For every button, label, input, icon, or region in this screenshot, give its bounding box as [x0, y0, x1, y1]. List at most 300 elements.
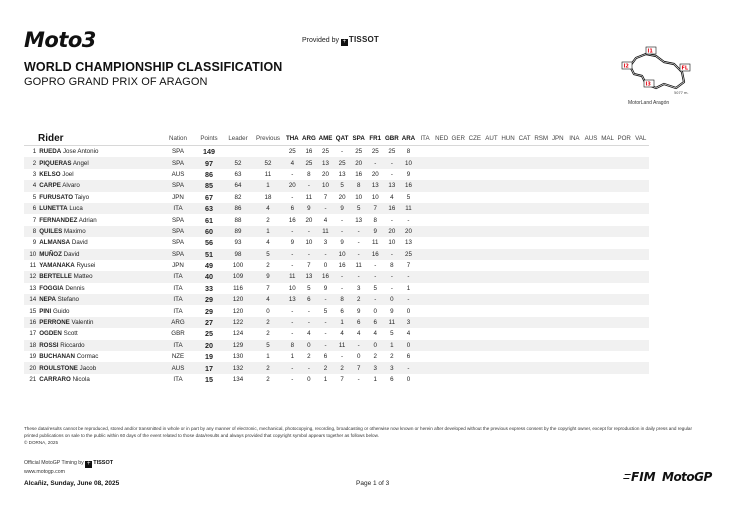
table-row: [24, 260, 649, 271]
race-result: 11: [317, 226, 334, 237]
race-result: 10: [334, 249, 351, 260]
race-result: -: [317, 340, 334, 351]
race-result: [433, 374, 450, 385]
rider-last-name: PINI: [39, 307, 52, 315]
race-result: [583, 226, 600, 237]
race-result: [599, 305, 616, 316]
rider-position: 1: [32, 148, 37, 156]
rider-first-name: Maximo: [63, 227, 86, 235]
race-result: [433, 192, 450, 203]
gap-to-leader: 63: [234, 170, 242, 178]
race-result: [516, 169, 533, 180]
race-result: 16: [367, 249, 384, 260]
rider-name: [39, 294, 162, 305]
moto3-logo: Moto3: [24, 28, 96, 52]
race-result: [583, 340, 600, 351]
race-result: [417, 362, 434, 373]
race-result: [599, 146, 616, 158]
rider-column-header: Rider: [38, 132, 64, 144]
race-result: [550, 226, 567, 237]
rider-last-name: CARPE: [39, 182, 61, 190]
rider-last-name: NEPA: [39, 296, 56, 304]
rider-last-name: BERTELLE: [39, 273, 72, 281]
rider-nation: AUS: [171, 170, 185, 178]
race-result: [632, 328, 649, 339]
race-result: [433, 283, 450, 294]
race-result: 6: [284, 203, 301, 214]
race-column-header: QAT: [335, 134, 349, 142]
race-result: [500, 328, 517, 339]
race-result: 9: [334, 203, 351, 214]
rider-name: [39, 169, 162, 180]
gap-to-previous: 2: [266, 262, 270, 270]
gap-to-leader: 129: [224, 340, 252, 351]
race-result: [599, 271, 616, 282]
race-result: [583, 283, 600, 294]
race-result: -: [301, 226, 318, 237]
race-column-header: AUS: [584, 134, 598, 142]
gap-to-previous: 4: [252, 294, 284, 305]
tissot-cross-icon: +: [86, 461, 91, 467]
gap-to-previous: [252, 146, 284, 158]
rider-first-name: Alvaro: [62, 182, 80, 190]
race-result: [483, 374, 500, 385]
track-length: 5077 m.: [674, 91, 689, 95]
race-result: [566, 374, 583, 385]
rider-first-name: Luca: [69, 205, 83, 213]
rider-nation: SPA: [172, 216, 184, 224]
race-result: 25: [334, 157, 351, 168]
table-row: [24, 362, 649, 373]
race-result: 0: [367, 340, 384, 351]
race-result: [450, 328, 467, 339]
race-result: [483, 237, 500, 248]
rider-nation: SPA: [162, 180, 194, 191]
race-result: 8: [390, 262, 394, 270]
race-result: -: [390, 216, 393, 224]
race-result: [632, 237, 649, 248]
race-result: [566, 340, 583, 351]
race-result: [616, 214, 633, 225]
race-result: [483, 192, 500, 203]
race-result: [450, 192, 467, 203]
race-result: [516, 146, 533, 158]
race-result: -: [291, 262, 294, 270]
race-result: -: [400, 294, 417, 305]
track-map-icon: [616, 44, 700, 96]
race-result: [616, 317, 633, 328]
race-result: 6: [350, 317, 367, 328]
rider-position: 8: [24, 226, 39, 237]
race-result: [450, 305, 467, 316]
race-result: 13: [301, 271, 318, 282]
table-row: [24, 294, 649, 305]
race-result: [500, 203, 517, 214]
gap-to-previous: 11: [264, 170, 272, 178]
table-row: [24, 271, 649, 282]
table-row: [24, 146, 649, 158]
race-result: [616, 374, 633, 385]
race-result: [483, 226, 500, 237]
race-result: 10: [305, 239, 313, 247]
race-result: [417, 305, 434, 316]
race-result: 7: [340, 376, 344, 383]
race-result: [500, 340, 517, 351]
race-result: [467, 340, 484, 351]
rider-nation: ITA: [162, 340, 194, 351]
table-row: [24, 226, 649, 237]
race-result: 13: [355, 216, 363, 224]
race-result: 2: [373, 353, 377, 361]
race-result: [500, 237, 517, 248]
race-result: [467, 192, 484, 203]
rider-position: 20: [24, 362, 39, 373]
race-result: 25: [388, 148, 396, 156]
race-result: [566, 203, 583, 214]
race-result: -: [324, 330, 327, 338]
race-result: [467, 283, 484, 294]
race-result: -: [384, 249, 401, 260]
race-result: 9: [356, 307, 361, 315]
race-result: [550, 180, 567, 191]
race-result: -: [350, 226, 367, 237]
race-column-header: INA: [569, 134, 580, 142]
race-result: -: [367, 271, 384, 282]
race-result: 0: [373, 307, 377, 315]
race-result: [583, 294, 600, 305]
race-result: [467, 237, 484, 248]
gap-to-leader: [224, 146, 252, 158]
rider-first-name: Scott: [63, 330, 78, 338]
race-result: 0: [307, 376, 311, 383]
race-result: [583, 203, 600, 214]
rider-points: 63: [194, 203, 224, 214]
race-column-header: ARA: [401, 134, 416, 142]
race-result: [417, 157, 434, 168]
race-result: -: [384, 271, 401, 282]
race-result: 11: [284, 271, 301, 282]
race-result: -: [301, 180, 318, 191]
race-result: [533, 374, 550, 385]
race-result: 3: [400, 317, 417, 328]
race-column-header: JPN: [551, 134, 564, 142]
race-column-header: ITA: [420, 134, 430, 142]
tissot-cross-icon: +: [342, 39, 347, 45]
race-result: 25: [371, 148, 379, 156]
rider-nation: GBR: [171, 330, 185, 338]
race-result: [516, 305, 533, 316]
race-result: -: [284, 226, 301, 237]
race-result: [583, 374, 600, 385]
rider-points: 49: [205, 261, 213, 271]
race-result: [417, 260, 434, 271]
rider-name: [39, 328, 162, 339]
race-column-header: GER: [451, 134, 465, 142]
race-result: [500, 226, 517, 237]
rider-first-name: Valentin: [71, 319, 94, 327]
race-result: [599, 351, 616, 362]
race-result: -: [317, 317, 334, 328]
race-result: -: [291, 376, 294, 383]
rider-first-name: David: [71, 239, 88, 247]
tissot-logo: TISSOT: [348, 35, 380, 44]
race-column-header: GBR: [384, 134, 399, 142]
rider-position: 21: [29, 376, 37, 383]
race-result: [433, 226, 450, 237]
race-result: [599, 294, 616, 305]
race-result: [450, 317, 467, 328]
race-result: 7: [406, 262, 411, 270]
rider-name: [39, 283, 162, 294]
rider-name: [39, 340, 162, 351]
race-result: [616, 146, 633, 158]
race-result: [500, 317, 517, 328]
race-result: [616, 237, 633, 248]
race-result: [566, 351, 583, 362]
race-result: [550, 362, 567, 373]
race-result: [583, 271, 600, 282]
race-result: [632, 169, 649, 180]
table-row: [24, 374, 649, 385]
race-result: -: [384, 157, 401, 168]
race-result: [433, 214, 450, 225]
previous-column-header: Previous: [255, 134, 281, 142]
race-result: [632, 340, 649, 351]
race-result: [417, 374, 434, 385]
rider-nation: JPN: [172, 262, 184, 270]
race-result: [433, 305, 450, 316]
race-result: 8: [307, 170, 311, 178]
race-result: [500, 260, 517, 271]
race-result: [483, 146, 500, 158]
race-result: [450, 203, 467, 214]
race-result: 5: [307, 284, 311, 292]
rider-points: 15: [205, 375, 213, 384]
page-subtitle: GOPRO GRAND PRIX OF ARAGON: [24, 76, 208, 88]
rider-nation: ITA: [162, 294, 194, 305]
race-result: 6: [367, 317, 384, 328]
rider-name: [39, 203, 162, 214]
race-result: 10: [355, 193, 363, 201]
race-result: 20: [400, 226, 417, 237]
gap-to-previous: 0: [266, 307, 270, 315]
race-result: [516, 283, 533, 294]
rider-position: 18: [24, 340, 39, 351]
race-result: 4: [323, 216, 328, 224]
gap-to-leader: 120: [232, 307, 244, 315]
race-result: [616, 192, 633, 203]
race-result: 2: [317, 362, 334, 373]
rider-last-name: ALMANSA: [39, 239, 71, 247]
rider-nation: SPA: [162, 249, 194, 260]
rider-name: [39, 374, 162, 385]
race-result: [516, 374, 533, 385]
race-result: -: [400, 271, 417, 282]
rider-nation: SPA: [172, 239, 184, 247]
event-date-location: Alcañiz, Sunday, June 08, 2025: [24, 480, 120, 487]
race-result: 0: [301, 340, 318, 351]
race-result: [516, 328, 533, 339]
rider-nation: ITA: [173, 284, 183, 292]
race-result: [566, 226, 583, 237]
race-result: [417, 237, 434, 248]
leader-column-header: Leader: [228, 134, 248, 142]
race-result: [599, 226, 616, 237]
race-result: 13: [284, 294, 301, 305]
rider-position: 12: [24, 271, 39, 282]
race-result: [433, 340, 450, 351]
race-result: [500, 146, 517, 158]
race-result: [500, 362, 517, 373]
rider-name: [39, 146, 162, 158]
race-result: [566, 157, 583, 168]
table-row: [24, 317, 649, 328]
rider-name: [39, 249, 162, 260]
race-result: -: [341, 148, 344, 156]
gap-to-previous: 1: [252, 226, 284, 237]
race-result: -: [317, 294, 334, 305]
race-result: [533, 305, 550, 316]
race-result: [550, 305, 567, 316]
race-result: [433, 203, 450, 214]
race-result: [417, 294, 434, 305]
race-result: [516, 237, 533, 248]
race-result: [417, 249, 434, 260]
rider-points: 97: [194, 157, 224, 168]
gap-to-leader: 93: [234, 239, 242, 247]
rider-position: 9: [32, 239, 37, 247]
race-column-header: AME: [318, 134, 333, 142]
race-result: [632, 180, 649, 191]
race-result: [632, 271, 649, 282]
race-result: 8: [284, 340, 301, 351]
race-result: [550, 260, 567, 271]
race-result: [599, 157, 616, 168]
race-result: [500, 305, 517, 316]
rider-points: 149: [203, 147, 215, 157]
race-result: [550, 192, 567, 203]
race-result: -: [301, 317, 318, 328]
race-result: [450, 214, 467, 225]
race-result: [550, 294, 567, 305]
gap-to-previous: 2: [252, 362, 284, 373]
race-result: 4: [307, 330, 311, 338]
rider-nation: ITA: [173, 376, 183, 383]
gap-to-leader: 64: [224, 180, 252, 191]
race-result: [583, 157, 600, 168]
race-result: [566, 362, 583, 373]
rider-position: 7: [32, 216, 37, 224]
race-result: [450, 340, 467, 351]
race-result: 25: [288, 148, 296, 156]
race-result: 11: [355, 262, 362, 270]
rider-last-name: QUILES: [39, 227, 63, 235]
race-result: -: [357, 239, 360, 247]
race-result: 4: [356, 330, 361, 338]
gap-to-previous: 2: [266, 376, 270, 383]
gap-to-previous: 9: [252, 271, 284, 282]
race-result: 9: [301, 203, 318, 214]
race-result: [550, 169, 567, 180]
race-result: [632, 305, 649, 316]
fim-logo-text: FIM: [631, 470, 656, 484]
race-result: [616, 271, 633, 282]
race-result: -: [301, 362, 318, 373]
race-result: [616, 328, 633, 339]
gap-to-previous: 5: [252, 340, 284, 351]
race-result: [533, 328, 550, 339]
race-result: 5: [350, 203, 367, 214]
race-result: [533, 203, 550, 214]
race-result: [632, 249, 649, 260]
race-result: -: [291, 330, 294, 338]
page-number: Page 1 of 3: [356, 480, 390, 487]
rider-last-name: FOGGIA: [39, 284, 64, 292]
race-result: [566, 260, 583, 271]
table-row: [24, 203, 649, 214]
race-result: 25: [301, 157, 318, 168]
rider-last-name: FURUSATO: [39, 193, 74, 201]
race-result: 1: [406, 284, 411, 292]
race-result: [433, 169, 450, 180]
rider-points: 56: [205, 238, 213, 248]
rider-first-name: Jacob: [79, 364, 97, 372]
race-result: [417, 317, 434, 328]
race-result: [450, 283, 467, 294]
race-result: -: [350, 340, 367, 351]
rider-last-name: KELSO: [39, 170, 61, 178]
race-result: [583, 260, 600, 271]
race-result: [599, 249, 616, 260]
rider-last-name: PIQUERAS: [39, 159, 72, 167]
rider-name: [39, 237, 162, 248]
nation-column-header: Nation: [169, 134, 187, 142]
rider-points: 17: [194, 362, 224, 373]
race-result: [450, 249, 467, 260]
race-column-header: NED: [435, 134, 449, 142]
race-result: [616, 203, 633, 214]
timing-sponsor: TISSOT: [93, 460, 114, 466]
race-result: 11: [372, 239, 379, 247]
rider-points: 67: [205, 192, 213, 202]
race-result: 16: [384, 203, 401, 214]
race-result: -: [357, 376, 360, 383]
race-result: 5: [406, 193, 411, 201]
race-result: [583, 192, 600, 203]
race-result: [632, 157, 649, 168]
race-result: [566, 283, 583, 294]
race-result: [632, 317, 649, 328]
race-result: [433, 146, 450, 158]
race-result: [632, 146, 649, 158]
race-result: 6: [323, 353, 328, 361]
race-result: [516, 214, 533, 225]
race-result: [500, 180, 517, 191]
race-result: 1: [334, 317, 351, 328]
race-result: 3: [384, 362, 401, 373]
race-result: 5: [323, 307, 328, 315]
points-column-header: Points: [200, 134, 218, 142]
website-link[interactable]: www.motogp.com: [24, 469, 65, 475]
rider-points: 85: [194, 180, 224, 191]
race-result: [516, 271, 533, 282]
race-result: [599, 283, 616, 294]
gap-to-leader: 116: [233, 284, 243, 292]
track-label-i2: I2: [623, 63, 629, 70]
motogp-logo: MotoGP: [662, 470, 712, 484]
timing-credit: [24, 459, 113, 476]
race-result: [616, 351, 633, 362]
